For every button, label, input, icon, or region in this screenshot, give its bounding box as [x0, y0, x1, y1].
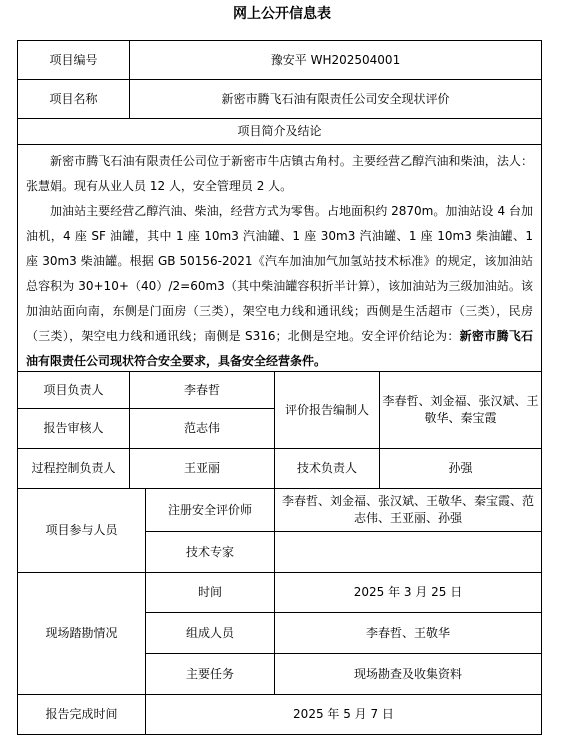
- project-no-label: 项目编号: [17, 40, 130, 80]
- tech-leader-value: 孙强: [379, 448, 542, 489]
- tech-leader-label: 技术负责人: [274, 448, 380, 489]
- survey-tasks-value: 现场勘查及收集资料: [274, 653, 542, 695]
- tech-experts-label: 技术专家: [145, 531, 275, 573]
- site-survey-label: 现场踏勘情况: [17, 572, 146, 695]
- intro-conclusion: 新密市腾飞石油有限责任公司现状符合安全要求，具备安全经营条件。: [26, 329, 533, 368]
- reviewer-label: 报告审核人: [17, 408, 130, 449]
- completion-time-value: 2025 年 5 月 7 日: [145, 694, 542, 735]
- survey-time-label: 时间: [145, 572, 275, 613]
- project-name-value: 新密市腾飞石油有限责任公司安全现状评价: [129, 79, 542, 119]
- process-control-value: 王亚丽: [129, 448, 275, 489]
- leader-label: 项目负责人: [17, 371, 130, 409]
- intro-header: 项目简介及结论: [17, 118, 542, 145]
- intro-paragraph-2: [26, 199, 533, 374]
- survey-team-value: 李春哲、王敬华: [274, 612, 542, 654]
- reviewer-value: 范志伟: [129, 408, 275, 449]
- project-name-label: 项目名称: [17, 79, 130, 119]
- participants-label: 项目参与人员: [17, 488, 146, 573]
- process-control-label: 过程控制负责人: [17, 448, 130, 489]
- survey-tasks-label: 主要任务: [145, 653, 275, 695]
- completion-time-label: 报告完成时间: [17, 694, 146, 735]
- registered-assessors-value: 李春哲、刘金福、张汉斌、王敬华、秦宝霞、范志伟、王亚丽、孙强: [274, 488, 542, 532]
- survey-time-value: 2025 年 3 月 25 日: [274, 572, 542, 613]
- leader-value: 李春哲: [129, 371, 275, 409]
- project-no-value: 豫安平 WH202504001: [129, 40, 542, 80]
- survey-team-label: 组成人员: [145, 612, 275, 654]
- tech-experts-value: [274, 531, 542, 573]
- intro-paragraph-2-text: 加油站主要经营乙醇汽油、柴油，经营方式为零售。占地面积约 2870m。加油站设 4 台加油机，4 座 SF 油罐，其中 1 座 10m3 汽油罐、1 座 30m3 汽油罐、1 座 10m3 柴油罐、1 座 30m3 柴油罐。根据 GB 50156-2021《汽车加油加气加氢站技术标准》的规定，该加油站总容积为 30+10+（40）/2=60m3（其中柴油罐容积折半计算），该加油站为三级加油站。该加油站面向南，东侧是门面房（三类），架空电力线和通讯线；西侧是生活超市（三类），民房（三类），架空电力线和通讯线；南侧是 S316；北侧是空地。安全评价结论为：: [26, 204, 533, 343]
- intro-body: [17, 144, 542, 372]
- report-writers-value: 李春哲、刘金福、张汉斌、王敬华、秦宝霞: [379, 371, 542, 449]
- report-writers-label: 评价报告编制人: [274, 371, 380, 449]
- page-title: 网上公开信息表: [233, 6, 331, 22]
- intro-paragraph-1: 新密市腾飞石油有限责任公司位于新密市牛店镇古角村。主要经营乙醇汽油和柴油，法人：张慧娟。现有从业人员 12 人，安全管理员 2 人。: [26, 154, 533, 193]
- registered-assessors-label: 注册安全评价师: [145, 488, 275, 532]
